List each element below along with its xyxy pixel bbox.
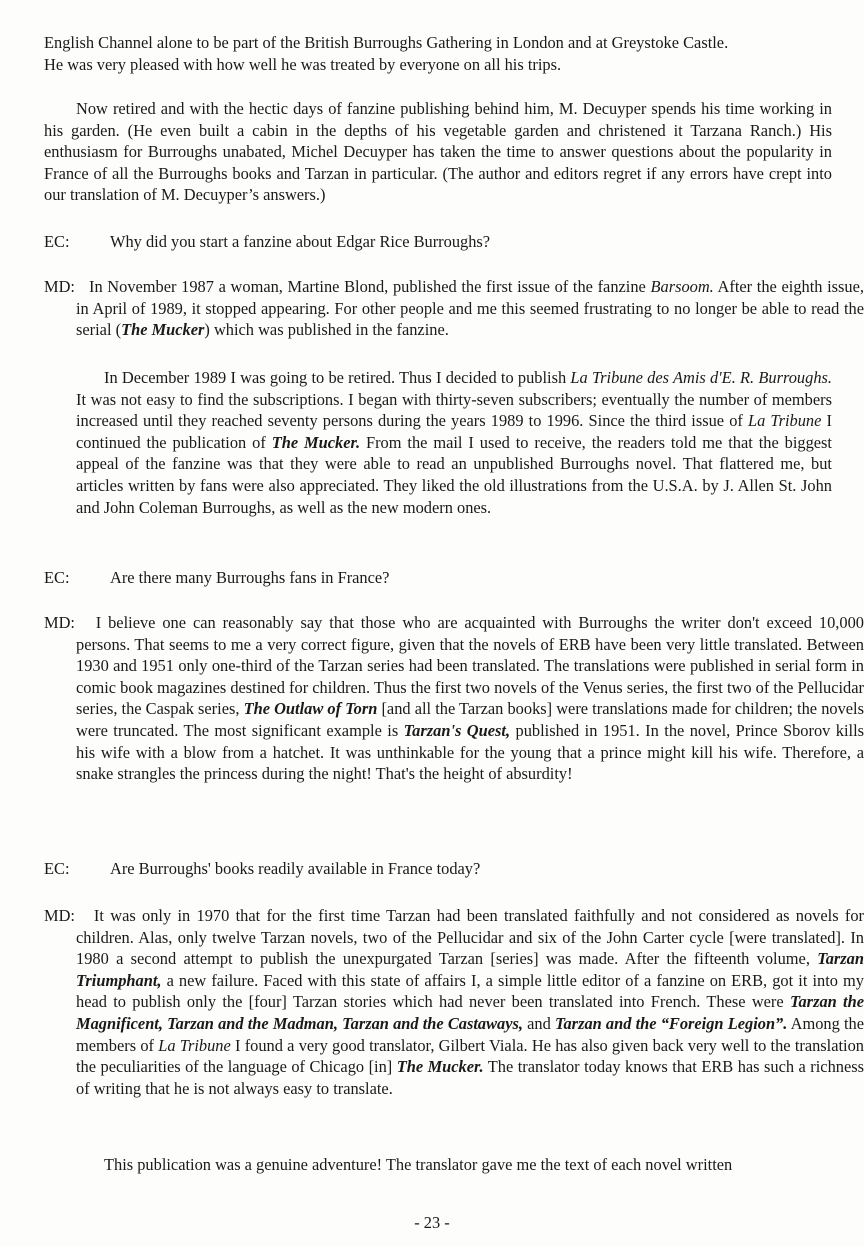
speaker-label: EC: [44, 232, 70, 251]
answer-3: MD: It was only in 1970 that for the first time Tarzan had been translated faithfully and not considered as novels for children. Alas, only twelve Tarzan novels, two of the Pellucidar and six of the John Carter cycle [were translated]. In 1980 a second attempt to publish the unexpurgated Tarzan [series] was made. After the fifteenth volume, Tarzan Triumphant, a new failure. Faced with this state of affairs I, a simple little editor of a fanzine on ERB, got it into my head to publish only the [four] Tarzan stories which had never been translated into French. These were Tarzan the Magnificent, Tarzan and the Madman, Tarzan and the Castaways, and Tarzan and the “Foreign Legion”. Among the members of La Tribune I found a very good translator, Gilbert Viala. He has also given back very well to the translation the peculiarities of the language of Chicago [in] The Mucker. The translator today knows that ERB has such a richness of writing that he is not always easy to translate. [44, 906, 864, 1098]
answer-2: MD: I believe one can reasonably say that those who are acquainted with Burroughs the writer don't exceed 10,000 persons. That seems to me a very correct figure, given that the novels of ERB have been very little translated. Between 1930 and 1951 only one-third of the Tarzan series had been translated. The translations were published in serial form in comic book magazines destined for children. Thus the first two novels of the Venus series, the first two of the Pellucidar series, the Caspak series, The Outlaw of Torn [and all the Tarzan books] were translations made for children; the novels were truncated. The most significant example is Tarzan's Quest, published in 1951. In the novel, Prince Sborov kills his wife with a blow from a hatchet. It was unthinkable for the young that a prince might kill his wife. Therefore, a snake strangles the princess during the night! That's the height of absurdity! [44, 613, 864, 784]
paragraph-intro: Now retired and with the hectic days of fanzine publishing behind him, M. Decuyper spends his time working in his garden. (He even built a cabin in the depths of his vegetable garden and christened it Tarzana Ranch.) His enthusiasm for Burroughs unabated, Michel Decuyper has taken the time to answer questions about the popularity in France of all the Burroughs books and Tarzan in particular. (The author and editors regret if any errors have crept into our translation of M. Decuyper’s answers.) [44, 99, 832, 205]
answer-1-continued: In December 1989 I was going to be retired. Thus I decided to publish La Tribune des Amis d'E. R. Burroughs. It was not easy to find the subscriptions. I began with thirty-seven subscribers; eventually the number of members increased until they reached seventy persons during the years 1989 to 1996. Since the third issue of La Tribune I continued the publication of The Mucker. From the mail I used to receive, the readers told me that the biggest appeal of the fanzine was that they were able to read an unpublished Burroughs novel. That flattered me, but articles written by fans were also appreciated. They liked the old illustrations from the U.S.A. by J. Allen St. John and John Coleman Burroughs, as well as the new modern ones. [76, 368, 832, 517]
page-number: - 23 - [414, 1213, 450, 1232]
paragraph-opening: English Channel alone to be part of the British Burroughs Gathering in London and at Greystoke Castle. He was very pleased with how well he was treated by everyone on all his trips. [44, 33, 729, 74]
speaker-label: MD: [44, 613, 75, 632]
question-3: EC: Are Burroughs' books readily available in France today? [44, 859, 481, 878]
question-2: EC: Are there many Burroughs fans in France? [44, 568, 390, 587]
speaker-label: MD: [44, 277, 75, 296]
paragraph-final: This publication was a genuine adventure! The translator gave me the text of each novel written [104, 1155, 733, 1174]
speaker-label: MD: [44, 906, 75, 925]
question-1: EC: Why did you start a fanzine about Edgar Rice Burroughs? [44, 232, 491, 251]
answer-1: MD: In November 1987 a woman, Martine Blond, published the first issue of the fanzine Barsoom. After the eighth issue, in April of 1989, it stopped appearing. For other people and me this seemed frustrating to no longer be able to read the serial (The Mucker) which was published in the fanzine. [44, 277, 864, 340]
speaker-label: EC: [44, 859, 70, 878]
speaker-label: EC: [44, 568, 70, 587]
